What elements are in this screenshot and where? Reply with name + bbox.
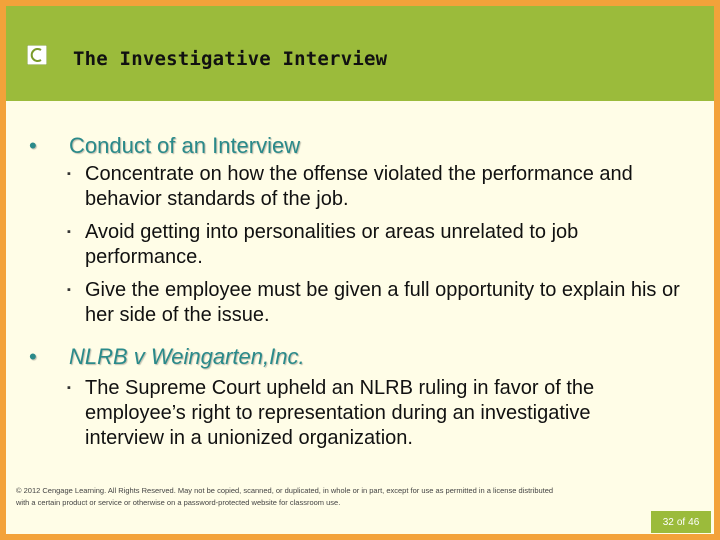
bullet-square: ▪ <box>67 382 71 394</box>
page-of: of <box>676 516 686 528</box>
page-total: 46 <box>688 516 700 528</box>
slide-header <box>6 6 714 101</box>
bullet-square: ▪ <box>67 284 71 296</box>
section-heading-text: NLRB v Weingarten,Inc. <box>69 344 305 369</box>
section-heading-text: Conduct of an Interview <box>69 133 301 158</box>
slide <box>6 6 714 534</box>
bullet-dot: • <box>29 344 37 369</box>
copyright-notice: © 2012 Cengage Learning. All Rights Reserved. May not be copied, scanned, or duplicated, in whole or in part, except for use as permitted in a license distributed with a certain product or service or otherwise on a password-protected website for classroom use. <box>16 486 554 507</box>
list-item-text: Concentrate on how the offense violated the performance and behavior standards of the job. <box>85 163 633 210</box>
list-item <box>67 278 685 328</box>
list-item-text: Give the employee must be given a full opportunity to explain his or her side of the issue. <box>85 279 680 326</box>
list-item <box>67 376 645 451</box>
bullet-square: ▪ <box>67 168 71 180</box>
list-item-text: The Supreme Court upheld an NLRB ruling in favor of the employee’s right to representation during an investigative interview in a unionized organization. <box>85 377 595 449</box>
slide-title: The Investigative Interview <box>73 48 388 70</box>
page-current: 32 <box>662 516 674 528</box>
bullet-dot: • <box>29 133 37 158</box>
bullet-square: ▪ <box>67 226 71 238</box>
list-item <box>67 220 685 270</box>
slide-header-icon <box>27 45 47 65</box>
list-item-text: Avoid getting into personalities or areas unrelated to job performance. <box>85 221 579 268</box>
page-number-badge <box>651 511 711 533</box>
list-item <box>67 162 685 212</box>
